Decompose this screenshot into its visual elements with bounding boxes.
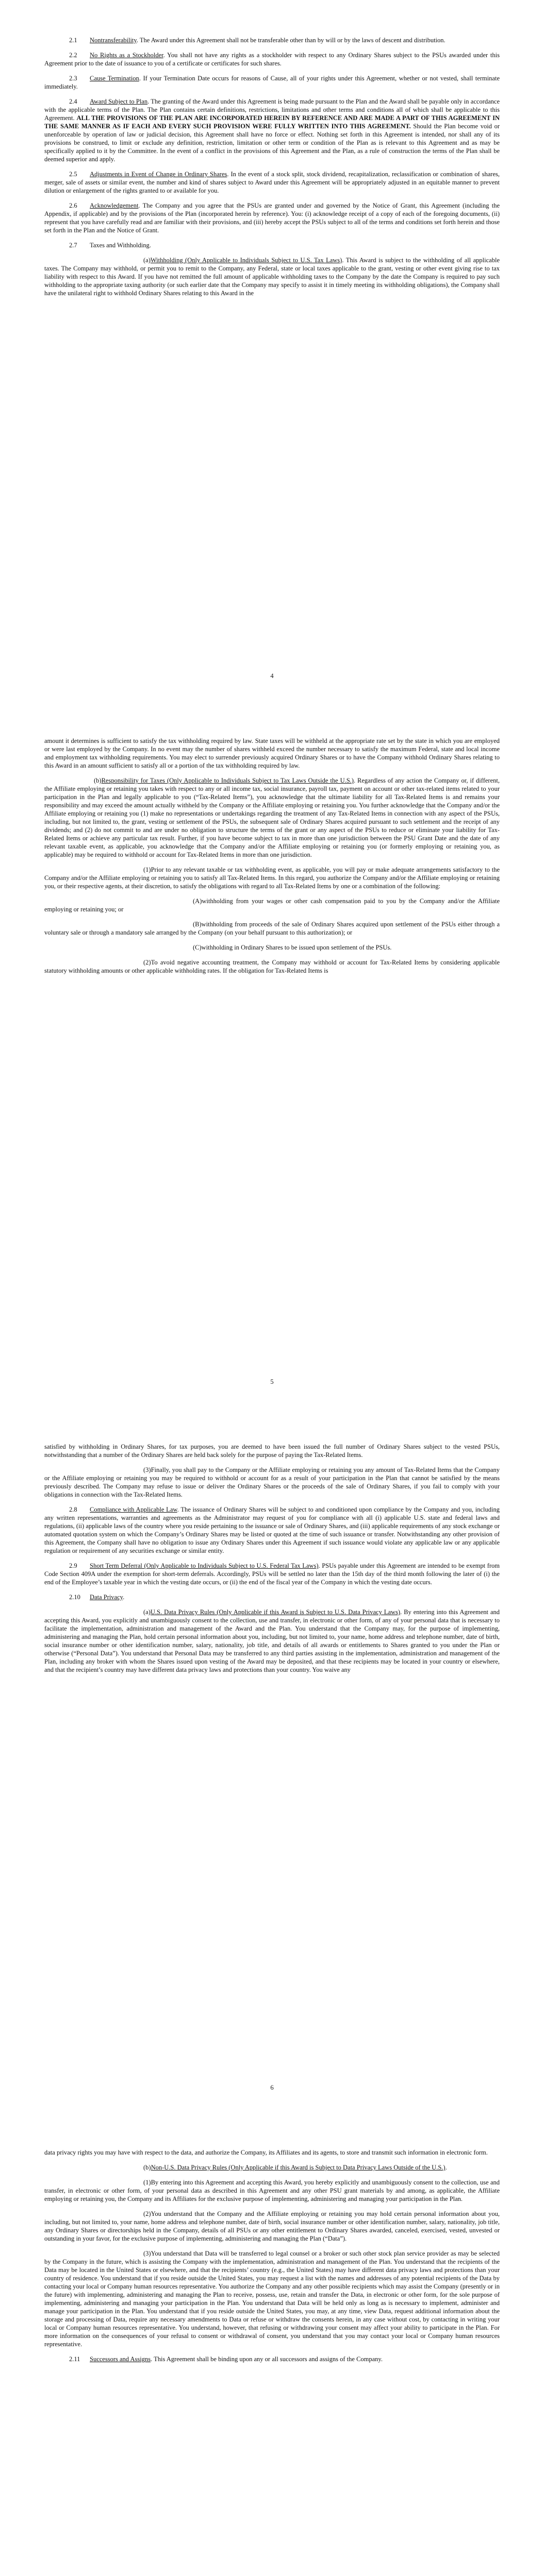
section-2-6: 2.6 Acknowledgement. The Company and you agree that the PSUs are granted under and governed by the Notice of Grant, this Agreement (including the Appendix, if applicable) and by the provisions of the Plan (incorporated herein by reference). You: (i) acknowledge receipt of a copy of each of the foregoing documents, (ii) represent that you have carefully read and are familiar with their provisions, and (iii) hereby accept the PSUs subject to all of the terms and conditions set forth herein and those set forth in the Plan and the Notice of Grant. bbox=[44, 202, 500, 234]
page-7 bbox=[0, 2112, 544, 2576]
section-2-2: 2.2 No Rights as a Stockholder. You shall not have any rights as a stockholder with respect to any Ordinary Shares subject to the PSUs awarded under this Agreement prior to the date of issuance to you of a certificate or certificates for such shares. bbox=[44, 52, 500, 67]
section-2-9: 2.9 Short Term Deferral (Only Applicable to Individuals Subject to U.S. Federal Tax Laws). PSUs payable under this Agreement are intended to be exempt from Code Section 409A under the exemption for short-term deferrals. Accordingly, PSUs will be settled no later than the 15th day of the third month following the later of (i) the end of the Employee’s taxable year in which the vesting date occurs, or (ii) the end of the fiscal year of the Company in which the vesting date occurs. bbox=[44, 1562, 500, 1586]
continued-text: data privacy rights you may have with respect to the data, and authorize the Company, its Affiliates and its agents, to store and transmit such information in electronic form. bbox=[44, 2149, 488, 2156]
page-number: 6 bbox=[270, 2084, 274, 2091]
section-2-3: 2.3 Cause Termination. If your Termination Date occurs for reasons of Cause, all of your rights under this Agreement, whether or not vested, shall terminate immediately. bbox=[44, 75, 500, 90]
subsection-2-7-b: (b)Responsibility for Taxes (Only Applicable to Individuals Subject to Tax Laws Outside the U.S.). Regardless of any action the Company or, if different, the Affiliate employing or retaining you takes with respect to any or all income tax, social insurance, payroll tax, payment on account or other tax-related items related to your participation in the Plan and legally applicable to you (“Tax-Related Items”), you acknowledge that the ultimate liability for all Tax-Related Items is and remains your responsibility and may exceed the amount actually withheld by the Company or the Affiliate employing or retaining you. You further acknowledge that the Company and/or the Affiliate employing or retaining you (1) make no representations or undertakings regarding the treatment of any Tax-Related Items in connection with any aspect of the PSUs, including, but not limited to, the grant, vesting or settlement of the PSUs, the subsequent sale of Ordinary Shares acquired pursuant to such settlement and the receipt of any dividends; and (2) do not commit to and are under no obligation to structure the terms of the grant or any aspect of the PSUs to reduce or eliminate your liability for Tax-Related Items or achieve any particular tax result. Further, if you have become subject to tax in more than one jurisdiction between the PSU Grant Date and the date of any relevant taxable event, as applicable, you acknowledge that the Company and/or the Affiliate employing or retaining you (or formerly employing or retaining you, as applicable) may be required to withhold or account for Tax-Related Items in more than one jurisdiction. bbox=[44, 777, 500, 858]
item-1: (1)By entering into this Agreement and accepting this Award, you hereby explicitly and unambiguously consent to the collection, use and transfer, in electronic or other form, of your personal data as described in this Agreement and any other PSU grant materials by and among, as applicable, the Affiliate employing or retaining you, the Company and its Affiliates for the exclusive purpose of implementing, administering and managing your participation in the Plan. bbox=[44, 2179, 500, 2202]
option-c: (C)withholding in Ordinary Shares to be issued upon settlement of the PSUs. bbox=[193, 944, 392, 951]
section-2-7: 2.7 Taxes and Withholding. bbox=[69, 242, 151, 249]
page-number: 5 bbox=[270, 1378, 274, 1385]
continued-text: amount it determines is sufficient to satisfy the tax withholding required by law. State taxes will be withheld at the appropriate rate set by the state in which you are employed or were last employed by the Company. In no event may the number of shares withheld exceed the number necessary to satisfy the maximum Federal, state and local income and employment tax withholding requirements. You may elect to surrender previously acquired Ordinary Shares or to have the Company withhold Ordinary Shares relating to this Award in an amount sufficient to satisfy all or a portion of the tax withholding required by law. bbox=[44, 737, 500, 769]
item-3: (3)You understand that Data will be transferred to legal counsel or a broker or such other stock plan service provider as may be selected by the Company in the future, which is assisting the Company with the implementation, administration and management of the Plan. You understand that the recipients of the Data may be located in the United States or elsewhere, and that the recipients’ country (e.g., the United States) may have different data privacy laws and protections than your country of residence. You understand that if you reside outside the United States, you may request a list with the names and addresses of any potential recipients of the Data by contacting your local or Company human resources representative. You authorize the Company and any other possible recipients which may assist the Company (presently or in the future) with implementing, administering and managing the Plan to receive, possess, use, retain and transfer the Data, in electronic or other form, for the sole purpose of implementing, administering and managing your participation in the Plan. You understand that Data will be held only as long as is necessary to implement, administer and manage your participation in the Plan. You understand that if you reside outside the United States, you may, at any time, view Data, request additional information about the storage and processing of Data, require any necessary amendments to Data or refuse or withdraw the consents herein, in any case without cost, by contacting in writing your local or Company human resources representative. You understand, however, that refusing or withdrawing your consent may affect your ability to participate in the Plan. For more information on the consequences of your refusal to consent or withdrawal of consent, you understand that you may contact your local or Company human resources representative. bbox=[44, 2250, 500, 2348]
page-5 bbox=[0, 701, 544, 1406]
continued-text: satisfied by withholding in Ordinary Shares, for tax purposes, you are deemed to have been issued the full number of Ordinary Shares subject to the vested PSUs, notwithstanding that a number of the Ordinary Shares are held back solely for the purpose of paying the Tax-Related Items. bbox=[44, 1443, 500, 1459]
section-2-10: 2.10 Data Privacy. bbox=[69, 1594, 125, 1601]
section-2-4: 2.4 Award Subject to Plan. The granting of the Award under this Agreement is being made pursuant to the Plan and the Award shall be payable only in accordance with the applicable terms of the Plan. The Plan contains certain definitions, restrictions, limitations and other terms and conditions all of which shall be applicable to this Agreement. ALL THE PROVISIONS OF THE PLAN ARE INCORPORATED HEREIN BY REFERENCE AND ARE MADE A PART OF THIS AGREEMENT IN THE SAME MANNER AS IF EACH AND EVERY SUCH PROVISION WERE FULLY WRITTEN INTO THIS AGREEMENT. Should the Plan become void or unenforceable by operation of law or judicial decision, this Agreement shall have no force or effect. Nothing set forth in this Agreement is intended, nor shall any of its provisions be construed, to limit or exclude any definition, restriction, limitation or other term or condition of the Plan as is relevant to this Agreement and as may be specifically applied to it by the Committee. In the event of a conflict in the provisions of this Agreement and the Plan, as a rule of construction the terms of the Plan shall be deemed superior and apply. bbox=[44, 98, 500, 163]
section-2-1: 2.1 Nontransferability. The Award under this Agreement shall not be transferable other than by will or by the laws of descent and distribution. bbox=[69, 37, 446, 44]
item-1: (1)Prior to any relevant taxable or tax withholding event, as applicable, you will pay or make adequate arrangements satisfactory to the Company and/or the Affiliate employing or retaining you to satisfy all Tax-Related Items. In this regard, you authorize the Company and/or the Affiliate employing or retaining you, or their respective agents, at their discretion, to satisfy the obligations with regard to all Tax-Related Items by one or a combination of the following: bbox=[44, 866, 500, 890]
option-b: (B)withholding from proceeds of the sale of Ordinary Shares acquired upon settlement of the PSUs either through a voluntary sale or through a mandatory sale arranged by the Company (on your behalf pursuant to this authorization); or bbox=[44, 921, 500, 936]
item-2: (2)To avoid negative accounting treatment, the Company may withhold or account for Tax-Related Items by considering applicable statutory withholding amounts or other applicable withholding rates. If the obligation for Tax-Related Items is bbox=[44, 959, 500, 974]
subsection-2-7-a: (a)Withholding (Only Applicable to Individuals Subject to U.S. Tax Laws). This Award is subject to the withholding of all applicable taxes. The Company may withhold, or permit you to remit to the Company, any Federal, state or local taxes applicable to the grant, vesting or other event giving rise to tax liability with respect to this Award. If you have not remitted the full amount of applicable withholding taxes to the Company by the date the Company is required to pay such withholding to the appropriate taxing authority (or such earlier date that the Company may specify to assist it in timely meeting its withholding obligations), the Company shall have the unilateral right to withhold Ordinary Shares relating to this Award in the bbox=[44, 257, 500, 297]
subsection-2-10-a: (a)U.S. Data Privacy Rules (Only Applicable if this Award is Subject to U.S. Data Privacy Laws). By entering into this Agreement and accepting this Award, you explicitly and unambiguously consent to the collection, use and transfer, in electronic or other form, of any of your personal data that is necessary to facilitate the implementation, administration and management of the Award and the Plan. You understand that the Company may, for the purpose of implementing, administering and managing the Plan, hold certain personal information about you, including, but not limited to, your name, home address and telephone number, date of birth, social insurance number or other identification number, salary, nationality, job title, and details of all awards or entitlements to Shares granted to you under the Plan or otherwise (“Personal Data”). You understand that Personal Data may be transferred to any third parties assisting in the implementation, administration and management of the Plan, including any broker with whom the Shares issued upon vesting of the Award may be deposited, and that these recipients may be located in your country or elsewhere, and that the recipient’s country may have different data privacy laws and protections than your country. You waive any bbox=[44, 1608, 500, 1673]
page-number: 4 bbox=[270, 672, 274, 680]
item-3: (3)Finally, you shall pay to the Company or the Affiliate employing or retaining you any amount of Tax-Related Items that the Company or the Affiliate employing or retaining you may be required to withhold or account for as a result of your participation in the Plan that cannot be satisfied by the means previously described. The Company may refuse to issue or deliver the Ordinary Shares or the proceeds of the sale of Ordinary Shares, if you fail to comply with your obligations in connection with the Tax-Related Items. bbox=[44, 1466, 500, 1498]
section-2-5: 2.5 Adjustments in Event of Change in Ordinary Shares. In the event of a stock split, stock dividend, recapitalization, reclassification or combination of shares, merger, sale of assets or similar event, the number and kind of shares subject to Award under this Agreement will be appropriately adjusted in an equitable manner to prevent dilution or enlargement of the rights granted to or available for you. bbox=[44, 171, 500, 194]
page-4 bbox=[0, 0, 544, 701]
section-2-8: 2.8 Compliance with Applicable Law. The issuance of Ordinary Shares will be subject to and conditioned upon compliance by the Company and you, including any written representations, warranties and agreements as the Administrator may request of you for compliance with all (i) applicable U.S. state and federal laws and regulations, (ii) applicable laws of the country where you reside pertaining to the issuance or sale of Ordinary Shares, and (iii) applicable requirements of any stock exchange or automated quotation system on which the Company’s Ordinary Shares may be listed or quoted at the time of such issuance or transfer. Notwithstanding any other provision of this Agreement, the Company shall have no obligation to issue any Ordinary Shares under this Agreement if such issuance would violate any applicable law or any applicable regulation or requirement of any securities exchange or similar entity. bbox=[44, 1506, 500, 1554]
option-a: (A)withholding from your wages or other cash compensation paid to you by the Company and/or the Affiliate employing or retaining you; or bbox=[44, 897, 500, 913]
item-2: (2)You understand that the Company and the Affiliate employing or retaining you may hold certain personal information about you, including, but not limited to, your name, home address and telephone number, date of birth, social insurance number or other identification number, salary, nationality, job title, any Ordinary Shares or directorships held in the Company, details of all PSUs or any other entitlement to Ordinary Shares awarded, canceled, exercised, vested, unvested or outstanding in your favor, for the exclusive purpose of implementing, administering and managing the Plan (“Data”). bbox=[44, 2210, 500, 2242]
subsection-2-10-b: (b)Non-U.S. Data Privacy Rules (Only Applicable if this Award is Subject to Data Privacy Laws Outside of the U.S.). bbox=[143, 2164, 447, 2171]
section-2-11: 2.11 Successors and Assigns. This Agreement shall be binding upon any or all successors and assigns of the Company. bbox=[69, 2355, 383, 2363]
page-6 bbox=[0, 1406, 544, 2112]
